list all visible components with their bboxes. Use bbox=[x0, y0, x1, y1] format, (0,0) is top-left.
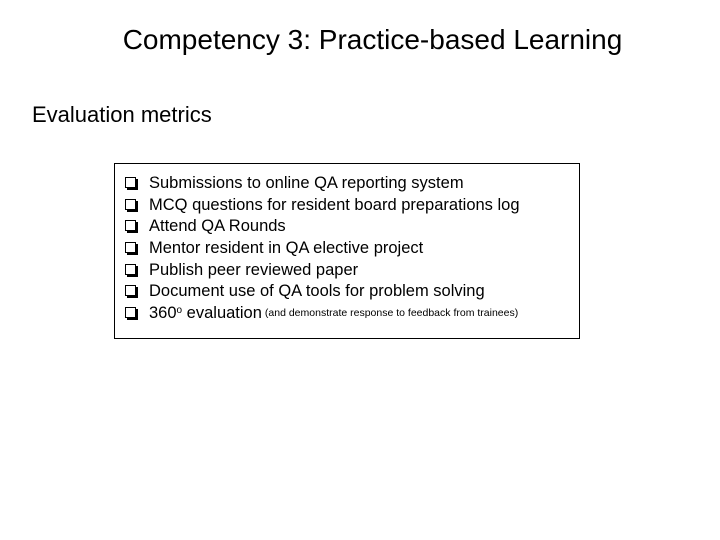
metric-item-mcq-questions bbox=[124, 195, 520, 217]
metric-item-document-qa-tools bbox=[124, 281, 520, 303]
metric-item-online-qa-submissions bbox=[124, 173, 520, 195]
metric-note: (and demonstrate response to feedback from trainees) bbox=[264, 307, 519, 320]
square-bullet-icon bbox=[125, 199, 136, 210]
metric-text-main: 360 bbox=[149, 303, 177, 322]
metric-text bbox=[149, 304, 262, 323]
metric-text: Submissions to online QA reporting system bbox=[149, 174, 464, 193]
square-bullet-icon bbox=[125, 307, 136, 318]
metric-text: Attend QA Rounds bbox=[149, 217, 286, 236]
slide-title: Competency 3: Practice-based Learning bbox=[122, 24, 623, 55]
square-bullet-icon bbox=[125, 242, 136, 253]
metrics-box bbox=[114, 163, 580, 339]
metrics-list bbox=[124, 173, 520, 324]
metric-text: Publish peer reviewed paper bbox=[149, 260, 359, 279]
metric-text: MCQ questions for resident board preparations log bbox=[149, 195, 520, 214]
square-bullet-icon bbox=[125, 285, 136, 296]
metric-item-attend-qa-rounds bbox=[124, 216, 520, 238]
square-bullet-icon bbox=[125, 177, 136, 188]
section-heading: Evaluation metrics bbox=[32, 102, 212, 127]
square-bullet-icon bbox=[125, 220, 136, 231]
metric-text: Document use of QA tools for problem solving bbox=[149, 282, 485, 301]
degree-superscript: o bbox=[176, 304, 183, 316]
metric-item-publish-paper bbox=[124, 259, 520, 281]
metric-item-mentor-resident bbox=[124, 238, 520, 260]
metric-item-360-evaluation bbox=[124, 303, 520, 325]
square-bullet-icon bbox=[125, 264, 136, 275]
metric-text-after: evaluation bbox=[182, 303, 262, 322]
metric-text: Mentor resident in QA elective project bbox=[149, 239, 424, 258]
